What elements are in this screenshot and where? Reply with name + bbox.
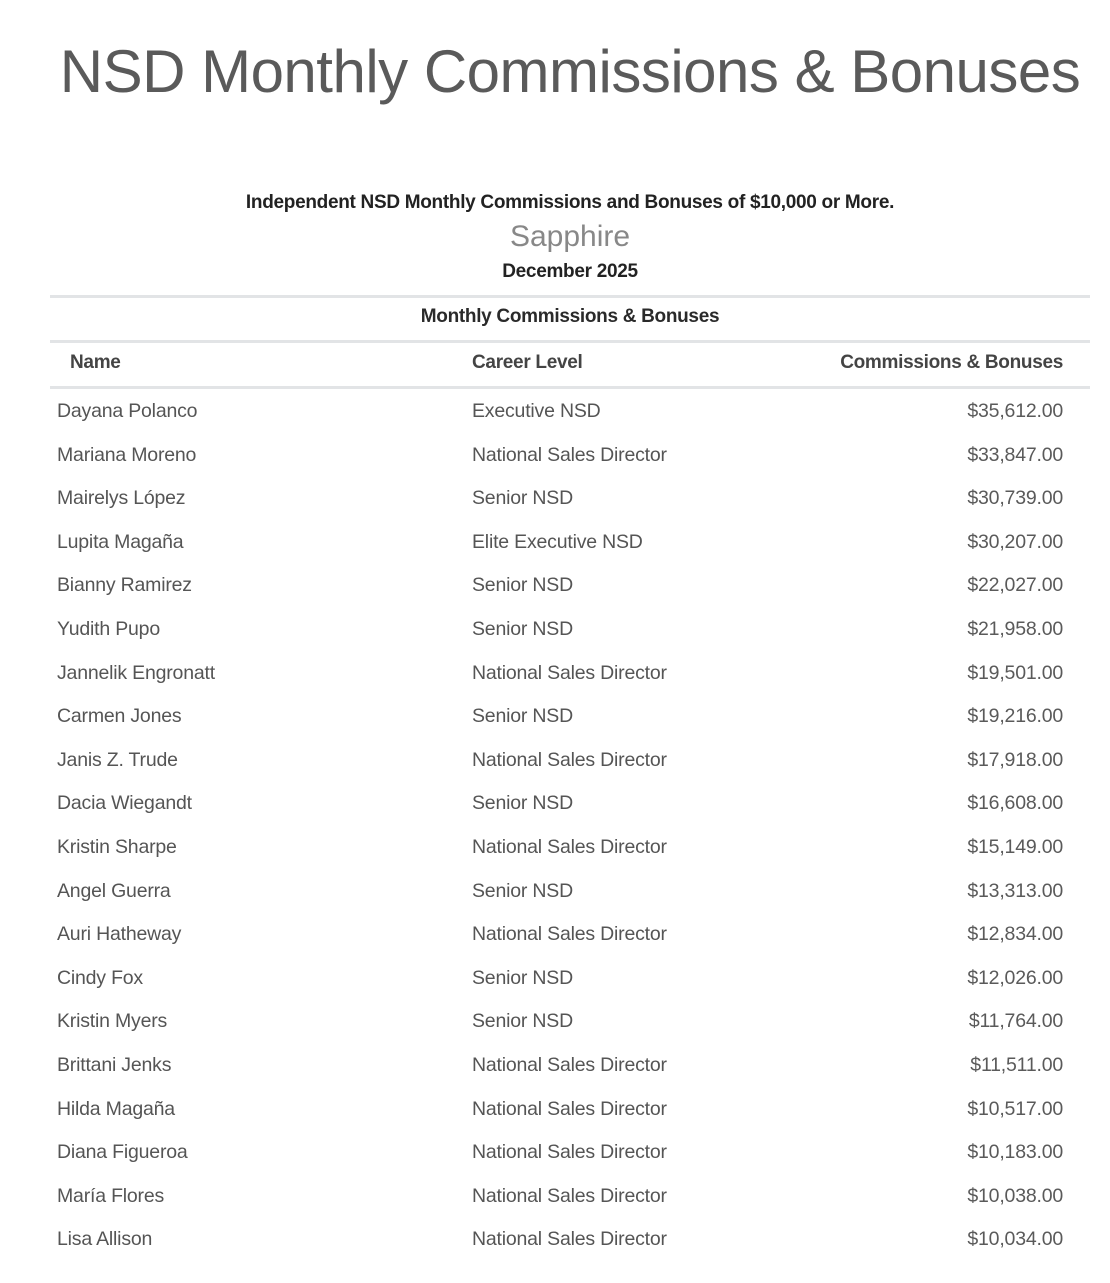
cell-commissions-amount: $13,313.00 [967,879,1063,902]
cell-career-level: National Sales Director [472,1141,667,1164]
column-header-career-level: Career Level [472,352,583,373]
cell-commissions-amount: $11,764.00 [968,1010,1063,1033]
cell-commissions-amount: $19,501.00 [967,661,1063,684]
cell-commissions-amount: $21,958.00 [967,617,1063,640]
cell-commissions-amount: $10,034.00 [967,1228,1063,1251]
cell-career-level: Elite Executive NSD [472,530,643,553]
table-row [0,878,1110,922]
cell-name: Angel Guerra [57,879,171,902]
table-row [0,1052,1110,1096]
cell-name: Kristin Myers [57,1010,168,1033]
cell-name: Kristin Sharpe [57,835,177,858]
divider-top [50,295,1090,298]
cell-career-level: Senior NSD [472,574,573,597]
cell-name: Yudith Pupo [57,617,160,640]
cell-career-level: Senior NSD [472,879,573,902]
cell-name: Diana Figueroa [57,1141,188,1164]
page-subtitle: Independent NSD Monthly Commissions and Bonuses of $10,000 or More. [245,192,895,213]
cell-commissions-amount: $16,608.00 [967,792,1063,815]
cell-commissions-amount: $10,183.00 [967,1141,1063,1164]
table-row [0,747,1110,791]
page-title: NSD Monthly Commissions & Bonuses [59,38,1081,105]
cell-commissions-amount: $15,149.00 [967,835,1063,858]
cell-commissions-amount: $30,739.00 [967,487,1063,510]
cell-name: Dayana Polanco [57,400,198,422]
cell-career-level: National Sales Director [472,1097,667,1120]
table-row [0,965,1110,1009]
table-row [0,398,1110,442]
cell-career-level: National Sales Director [472,835,667,858]
cell-commissions-amount: $10,517.00 [967,1097,1063,1120]
table-row [0,921,1110,965]
table-caption: Monthly Commissions & Bonuses [420,306,720,327]
table-row [0,1226,1110,1270]
cell-commissions-amount: $17,918.00 [967,748,1063,771]
cell-career-level: National Sales Director [472,1184,667,1207]
divider-caption [50,340,1090,343]
cell-career-level: National Sales Director [472,443,667,466]
cell-commissions-amount: $12,026.00 [967,966,1063,989]
cell-career-level: Senior NSD [472,487,573,510]
table-row [0,1008,1110,1052]
cell-name: María Flores [57,1184,165,1207]
table-row [0,616,1110,660]
divider-header [50,386,1090,389]
table-row [0,660,1110,704]
cell-career-level: Senior NSD [472,617,573,640]
cell-name: Lupita Magaña [57,530,184,553]
table-row [0,1139,1110,1183]
cell-career-level: National Sales Director [472,1053,667,1076]
cell-career-level: Senior NSD [472,705,573,728]
cell-commissions-amount: $33,847.00 [967,443,1063,466]
cell-name: Jannelik Engronatt [57,661,215,684]
cell-career-level: Senior NSD [472,1010,573,1033]
table-row [0,529,1110,573]
cell-career-level: National Sales Director [472,661,667,684]
cell-name: Brittani Jenks [57,1053,172,1076]
cell-career-level: National Sales Director [472,923,667,946]
cell-name: Mariana Moreno [57,443,197,466]
table-row [0,703,1110,747]
table-row [0,1183,1110,1227]
report-period: December 2025 [502,261,638,282]
cell-commissions-amount: $12,834.00 [967,923,1063,946]
cell-name: Mairelys López [57,487,186,510]
cell-commissions-amount: $10,038.00 [967,1184,1063,1207]
table-row [0,572,1110,616]
table-row [0,790,1110,834]
cell-career-level: Senior NSD [472,966,573,989]
cell-career-level: Executive NSD [472,400,601,422]
cell-commissions-amount: $11,511.00 [970,1053,1063,1076]
cell-name: Auri Hatheway [57,923,182,946]
column-header-name: Name [70,352,121,373]
cell-name: Lisa Allison [57,1228,153,1251]
cell-commissions-amount: $19,216.00 [967,705,1063,728]
cell-name: Janis Z. Trude [57,748,178,771]
cell-name: Hilda Magaña [57,1097,175,1120]
cell-career-level: Senior NSD [472,792,573,815]
cell-commissions-amount: $35,612.00 [967,400,1063,422]
cell-career-level: National Sales Director [472,1228,667,1251]
table-row [0,834,1110,878]
cell-career-level: National Sales Director [472,748,667,771]
table-row [0,485,1110,529]
table-row [0,1096,1110,1140]
cell-commissions-amount: $22,027.00 [967,574,1063,597]
cell-commissions-amount: $30,207.00 [967,530,1063,553]
table-body [0,398,1110,1270]
program-name: Sapphire [509,220,631,253]
cell-name: Dacia Wiegandt [57,792,192,815]
cell-name: Cindy Fox [57,966,143,989]
cell-name: Bianny Ramirez [57,574,192,597]
column-header-commissions: Commissions & Bonuses [840,352,1063,373]
cell-name: Carmen Jones [57,705,182,728]
table-row [0,442,1110,486]
